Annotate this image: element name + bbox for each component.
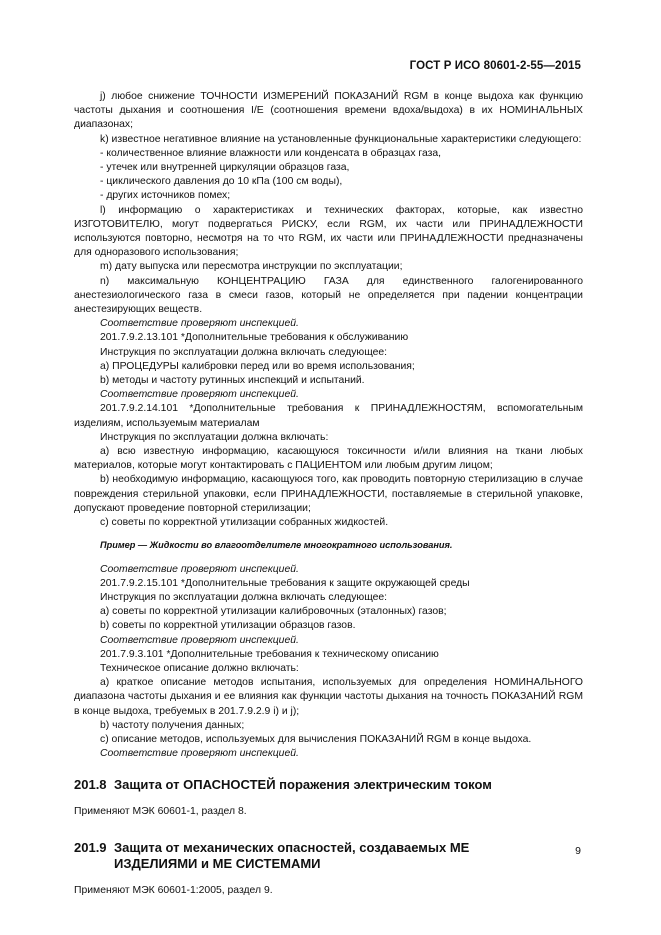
section-heading-201-9	[74, 840, 583, 872]
paragraph: b) необходимую информацию, касающуюся того, как проводить повторную стерилизацию в случае повреждения стерильной упаковки, если ПРИНАДЛЕЖНОСТИ, поставляемые в стерильной упаковке, допускают проведение повторной стерилизации;	[74, 474, 583, 514]
section-title: Защита от механических опасностей, создаваемых МЕ ИЗДЕЛИЯМИ и МЕ СИСТЕМАМИ	[114, 839, 470, 871]
paragraph: 201.7.9.2.15.101 *Дополнительные требования к защите окружающей среды	[100, 577, 470, 589]
section-number: 201.8	[74, 777, 107, 793]
compliance-note: Соответствие проверяют инспекцией.	[100, 748, 299, 760]
paragraph: n) максимальную КОНЦЕНТРАЦИЮ ГАЗА для единственного галогенированного анестезиологического газа в смеси газов, который не определяется при падении концентрации анестезирующих веществ.	[74, 275, 583, 316]
paragraph: Инструкция по эксплуатации должна включать:	[100, 431, 329, 443]
paragraph: - других источников помех;	[100, 190, 231, 202]
example-note: Пример — Жидкости во влагоотделителе многократного использования.	[100, 540, 453, 551]
paragraph: b) методы и частоту рутинных инспекций и испытаний.	[100, 375, 365, 387]
paragraph: c) советы по корректной утилизации собранных жидкостей.	[100, 517, 389, 529]
section-number: 201.9	[74, 839, 107, 855]
requirements-list	[74, 90, 583, 761]
compliance-note: Соответствие проверяют инспекцией.	[100, 318, 299, 330]
paragraph: Техническое описание должно включать:	[100, 662, 299, 674]
paragraph: l) информацию о характеристиках и технических факторах, которые, как известно ИЗГОТОВИТЕЛЮ, могут подвергаться РИСКУ, если RGM, их части или ПРИНАДЛЕЖНОСТИ используются повторно, несмотря на то что RGM, их части или ПРИНАДЛЕЖНОСТИ предназначены для одноразового использования;	[74, 204, 583, 259]
paragraph: a) краткое описание методов испытания, используемых для определения НОМИНАЛЬНОГО диапазона частоты дыхания и ее влияния как функции частоты дыхания на точность ПОКАЗАНИЙ RGM в конце выдоха, требуемых в 201.7.9.2.9 i) и j);	[74, 677, 583, 717]
paragraph: 201.7.9.3.101 *Дополнительные требования к техническому описанию	[100, 648, 439, 660]
paragraph: b) частоту получения данных;	[100, 719, 245, 731]
paragraph: b) советы по корректной утилизации образцов газов.	[100, 620, 356, 632]
paragraph: Инструкция по эксплуатации должна включать следующее:	[100, 346, 388, 358]
compliance-note: Соответствие проверяют инспекцией.	[100, 389, 299, 401]
paragraph: a) советы по корректной утилизации калибровочных (эталонных) газов;	[100, 606, 447, 618]
paragraph: k) известное негативное влияние на установленные функциональные характеристики следующего:	[100, 133, 582, 145]
compliance-note: Соответствие проверяют инспекцией.	[100, 563, 299, 575]
paragraph: - утечек или внутренней циркуляции образцов газа,	[100, 162, 350, 174]
paragraph: - количественное влияние влажности или конденсата в образцах газа,	[100, 147, 442, 159]
section-title: Защита от ОПАСНОСТЕЙ поражения электрическим током	[114, 777, 492, 793]
paragraph: a) ПРОЦЕДУРЫ калибровки перед или во время использования;	[100, 360, 415, 372]
paragraph: Инструкция по эксплуатации должна включать следующее:	[100, 591, 388, 603]
section-heading-201-8	[74, 777, 583, 793]
section-applies-text: Применяют МЭК 60601-1:2005, раздел 9.	[74, 884, 273, 896]
paragraph: c) описание методов, используемых для вычисления ПОКАЗАНИЙ RGM в конце выдоха.	[100, 733, 532, 745]
compliance-note: Соответствие проверяют инспекцией.	[100, 634, 299, 646]
section-applies-text: Применяют МЭК 60601-1, раздел 8.	[74, 806, 247, 818]
paragraph: 201.7.9.2.14.101 *Дополнительные требования к ПРИНАДЛЕЖНОСТЯМ, вспомогательным изделиям, используемым материалам	[74, 403, 583, 429]
paragraph: 201.7.9.2.13.101 *Дополнительные требования к обслуживанию	[100, 332, 409, 344]
paragraph: m) дату выпуска или пересмотра инструкции по эксплуатации;	[100, 261, 403, 273]
document-body	[74, 90, 583, 898]
paragraph: j) любое снижение ТОЧНОСТИ ИЗМЕРЕНИЙ ПОКАЗАНИЙ RGM в конце выдоха как функцию частоты дыхания и соотношения I/E (соотношения времени вдоха/выдоха) в их НОМИНАЛЬНЫХ диапазонах;	[74, 91, 583, 131]
paragraph: a) всю известную информацию, касающуюся токсичности и/или влияния на ткани любых материалов, которые могут контактировать с ПАЦИЕНТОМ или любым другим лицом;	[74, 446, 583, 472]
paragraph: - циклического давления до 10 кПа (100 см воды),	[100, 176, 343, 188]
document-header-id: ГОСТ Р ИСО 80601-2-55—2015	[409, 60, 581, 72]
page-number: 9	[575, 845, 581, 857]
